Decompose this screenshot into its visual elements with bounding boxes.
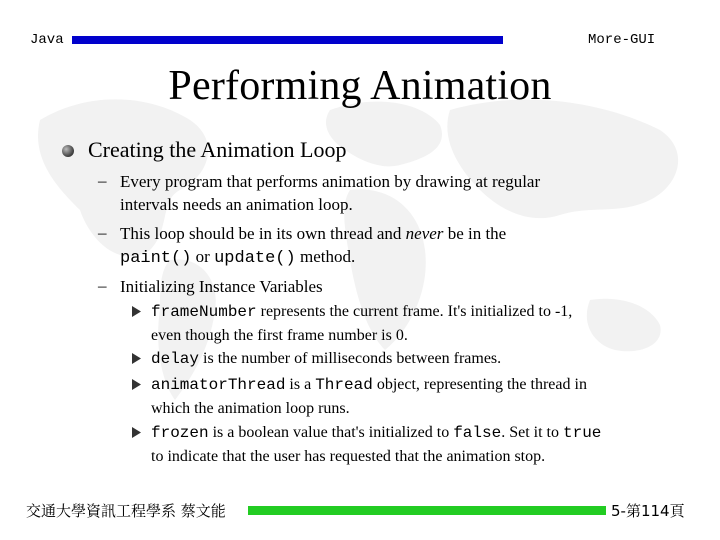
code-animator-thread: animatorThread [151,376,286,394]
footer-page-number: 5-第114頁 [611,502,685,520]
header-left-label: Java [30,32,64,48]
dash-bullet: – [98,171,107,190]
code-frozen: frozen [151,424,209,442]
code-delay: delay [151,350,200,368]
item-line: Every program that performs animation by drawing at regular [120,172,541,191]
sub-text: which the animation loop runs. [151,400,350,417]
sub-text: is a boolean value that's initialized to [208,424,454,441]
item-text: be in the [443,224,507,243]
sub-item-animator-thread [151,373,671,420]
slide-title: Performing Animation [168,63,552,109]
item-text: method. [295,247,356,266]
code-thread: Thread [315,376,373,394]
sub-item-frame-number [151,300,671,347]
sub-text: represents the current frame. It's initialized to -1, [256,303,573,320]
sub-text: to indicate that the user has requested that the animation stop. [151,448,546,465]
item-text: or [191,247,215,266]
sub-text: object, representing the thread in [372,376,587,393]
code-false: false [453,424,502,442]
dash-bullet: – [98,276,107,295]
item-text: This loop should be in its own thread and [120,224,406,243]
item-own-thread [120,222,660,270]
item-init-vars: Initializing Instance Variables [120,277,323,296]
sub-text: . Set it to [501,424,563,441]
header-bar [72,36,503,44]
emphasis-text: never [405,224,444,243]
code-update: update() [214,249,296,268]
arrow-bullet-icon [132,353,141,364]
footer-bar [248,506,606,515]
sub-text: even though the first frame number is 0. [151,327,408,344]
sub-item-frozen [151,421,671,468]
header-right-label: More-GUI [588,32,656,48]
section-heading: Creating the Animation Loop [88,137,347,162]
sub-item-delay [151,347,671,371]
sub-text: is the number of milliseconds between frames. [199,350,502,367]
sub-text: is a [285,376,316,393]
footer-left-label: 交通大學資訊工程學系 蔡文能 [26,502,226,520]
dash-bullet: – [98,223,107,242]
round-bullet-icon [62,145,74,157]
arrow-bullet-icon [132,379,141,390]
code-true: true [563,424,602,442]
item-animation-loop [120,170,660,216]
arrow-bullet-icon [132,427,141,438]
code-paint: paint() [120,249,192,268]
arrow-bullet-icon [132,306,141,317]
code-frame-number: frameNumber [151,303,257,321]
item-line: intervals needs an animation loop. [120,195,353,214]
